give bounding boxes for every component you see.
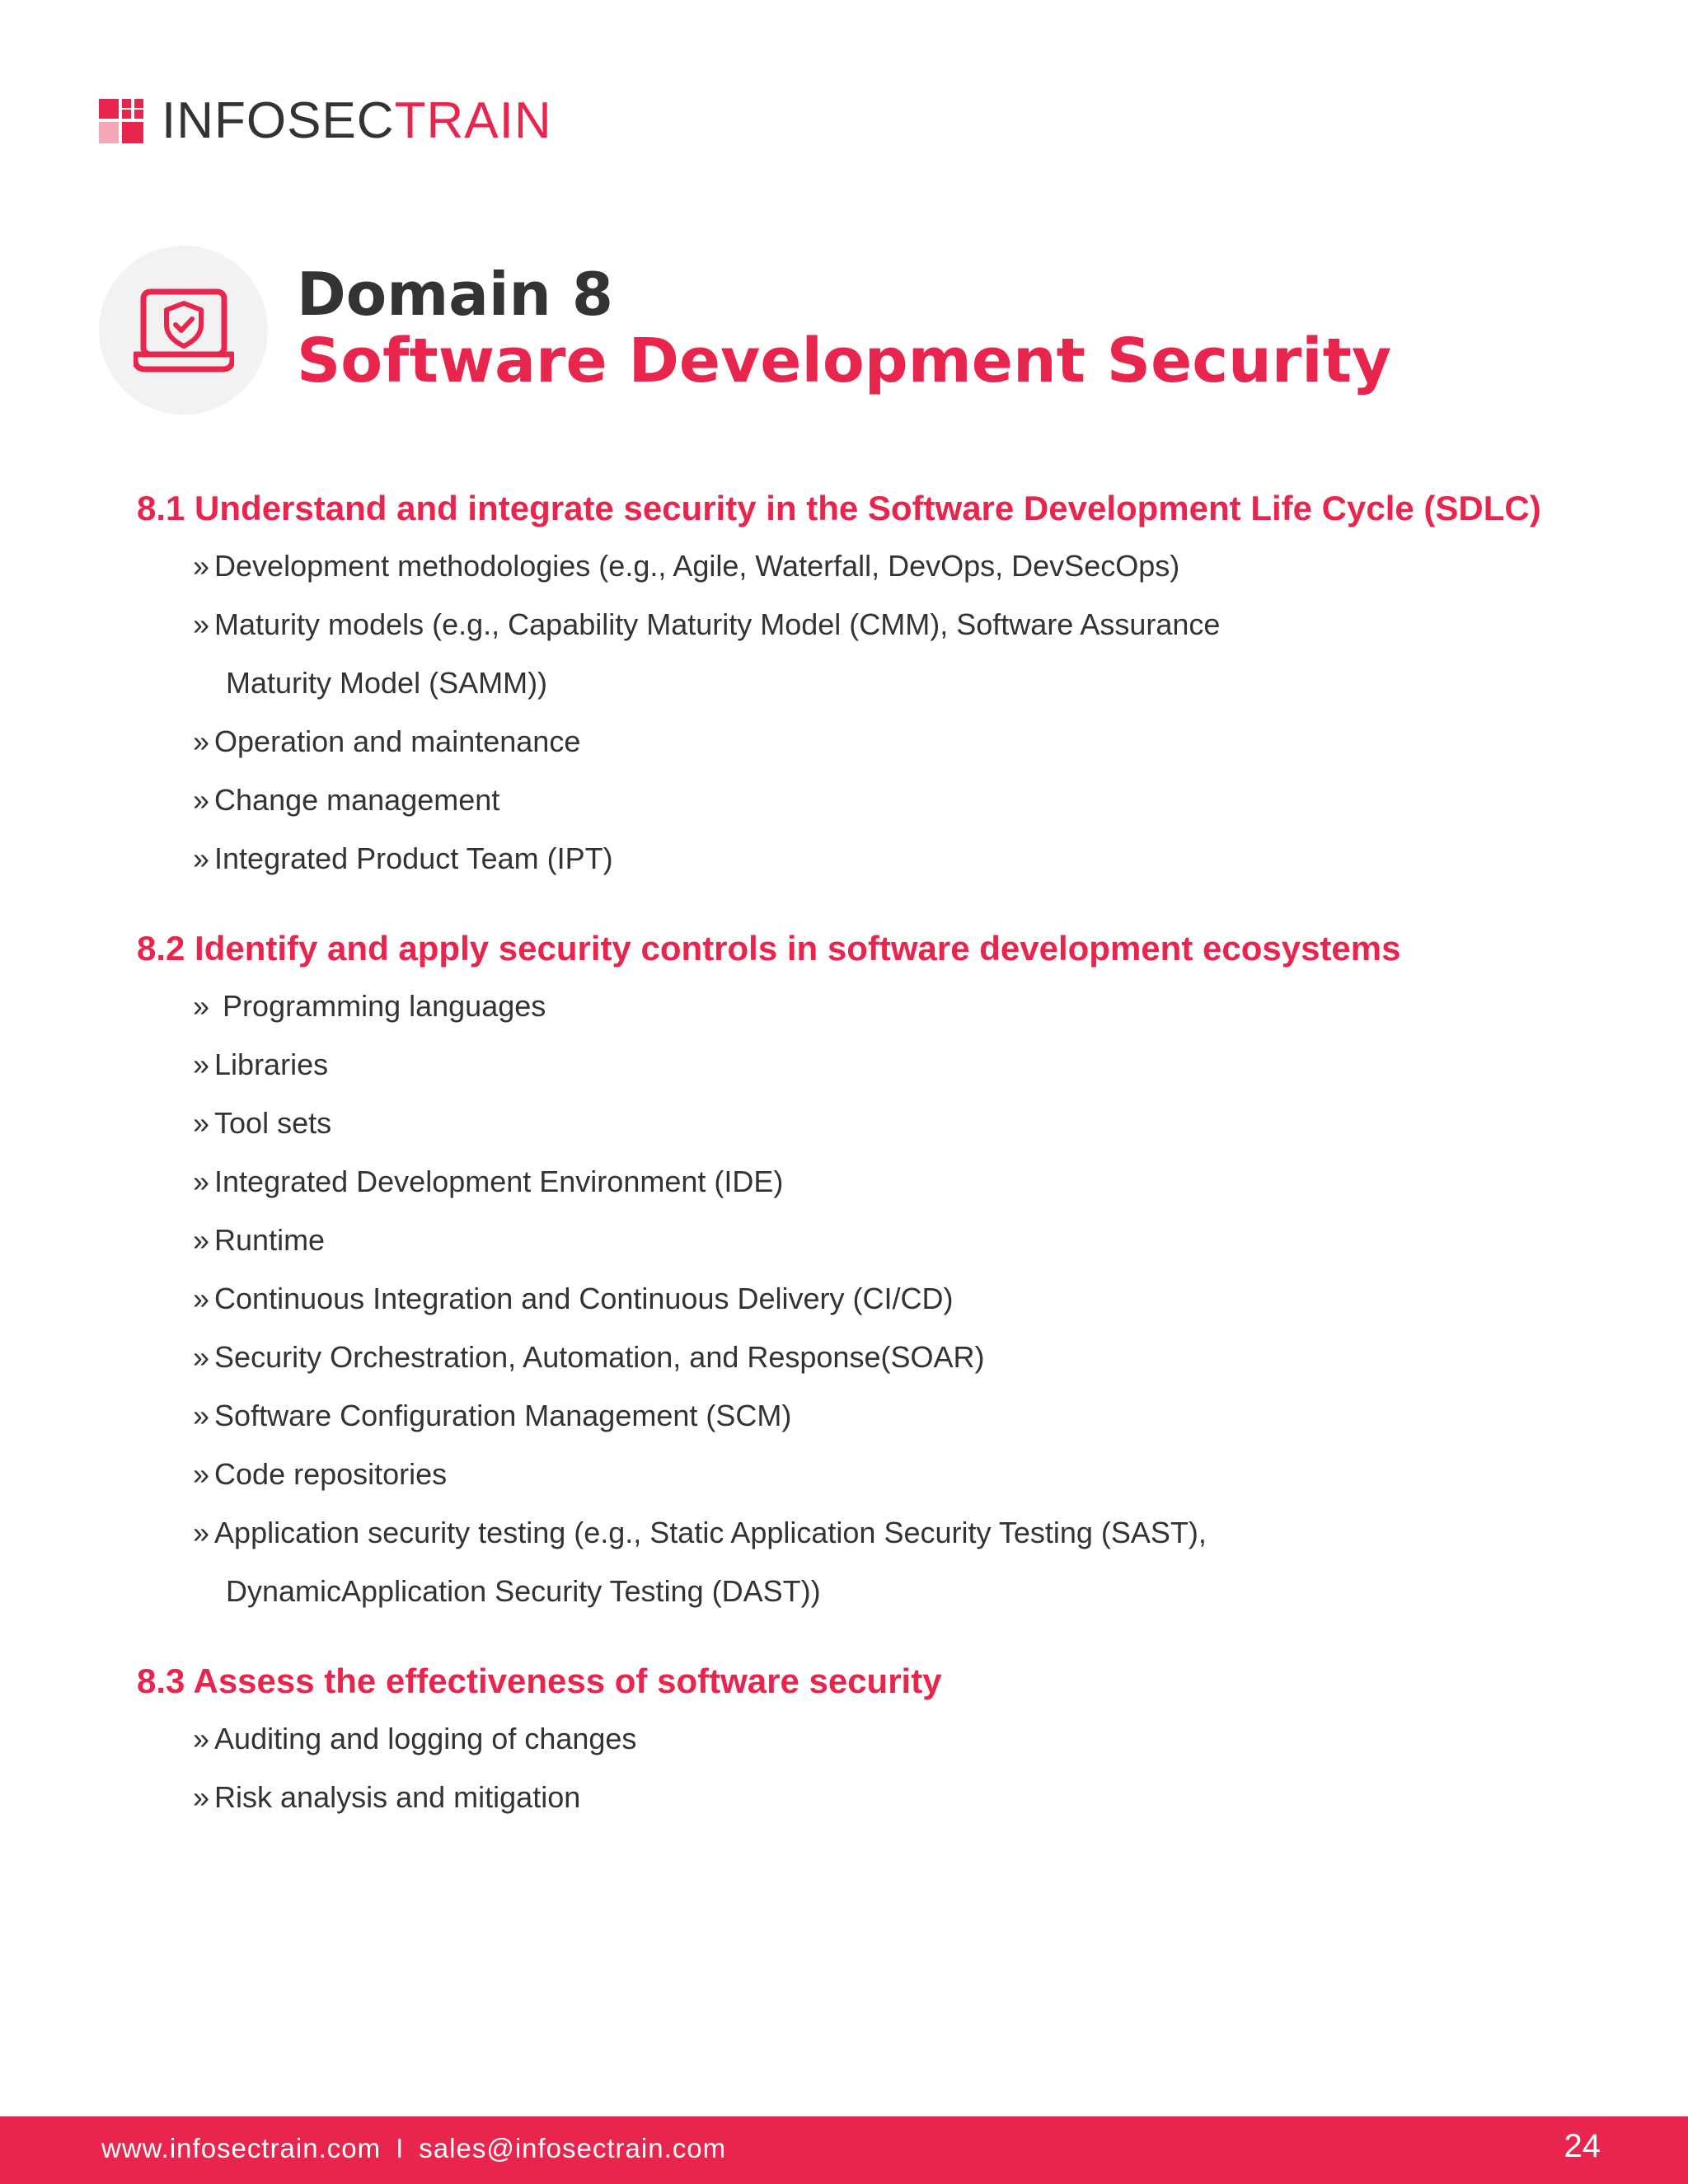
list-item-text: Development methodologies (e.g., Agile, Waterfall, DevOps, DevSecOps) — [214, 549, 1180, 583]
page-footer — [0, 2116, 1688, 2184]
list-item — [193, 1269, 1620, 1328]
list-item — [193, 829, 1620, 888]
bullet-marker: » — [193, 1457, 210, 1491]
bullet-marker: » — [193, 1047, 210, 1081]
list-item-text: Risk analysis and mitigation — [214, 1780, 581, 1814]
list-item — [193, 712, 1620, 771]
list-item — [193, 1768, 1620, 1826]
bullet-marker: » — [193, 989, 210, 1023]
list-item — [193, 1445, 1620, 1503]
section-heading: 8.1 Understand and integrate security in the Software Development Life Cycle (SDLC) — [137, 489, 1541, 527]
list-item-text: Integrated Product Team (IPT) — [214, 841, 613, 875]
list-item-text: Tool sets — [214, 1106, 332, 1140]
list-item — [193, 771, 1620, 829]
list-item-text: Programming languages — [223, 989, 546, 1023]
bullet-list — [137, 977, 1620, 1620]
list-item-text: Change management — [214, 783, 500, 817]
logo-text-train: TRAIN — [394, 92, 552, 149]
footer-website-link[interactable]: www.infosectrain.com — [101, 2133, 382, 2163]
list-item-text: Auditing and logging of changes — [214, 1722, 637, 1755]
domain-title: Software Development Security — [297, 326, 1392, 396]
list-item — [193, 1094, 1620, 1152]
section-8-2 — [137, 921, 1620, 1620]
section-heading: 8.2 Identify and apply security controls in software development ecosystems — [137, 929, 1401, 968]
bullet-marker: » — [193, 1340, 210, 1374]
list-item-text: Software Configuration Management (SCM) — [214, 1399, 792, 1432]
list-item — [193, 1152, 1620, 1211]
bullet-marker: » — [193, 1223, 210, 1257]
list-item — [193, 1709, 1620, 1768]
list-item-text: Libraries — [214, 1047, 329, 1081]
list-item-continuation: Maturity Model (SAMM)) — [226, 666, 548, 700]
list-item-text: Maturity models (e.g., Capability Maturity Model (CMM), Software Assurance — [214, 607, 1221, 641]
bullet-marker: » — [193, 1516, 210, 1549]
list-item-continuation: DynamicApplication Security Testing (DAST)) — [226, 1574, 821, 1608]
list-item-text: Integrated Development Environment (IDE) — [214, 1165, 784, 1198]
list-item-text: Runtime — [214, 1223, 326, 1257]
domain-content — [137, 480, 1620, 1859]
bullet-marker: » — [193, 1165, 210, 1198]
infosectrain-logo — [99, 92, 552, 149]
list-item-text: Code repositories — [214, 1457, 448, 1491]
logo-grid-icon — [99, 99, 143, 143]
bullet-marker: » — [193, 783, 210, 817]
list-item-text: Operation and maintenance — [214, 724, 581, 758]
footer-contact — [101, 2133, 726, 2164]
logo-text-infosec: INFOSEC — [162, 92, 395, 149]
list-item-text: Application security testing (e.g., Static Application Security Testing (SAST), — [214, 1516, 1207, 1549]
section-8-1 — [137, 480, 1620, 888]
list-item — [193, 1035, 1620, 1094]
laptop-shield-icon — [134, 288, 234, 374]
bullet-marker: » — [193, 549, 210, 583]
list-item — [193, 1328, 1620, 1386]
domain-icon-circle — [99, 246, 268, 415]
section-8-3 — [137, 1653, 1620, 1826]
footer-email-link[interactable]: sales@infosectrain.com — [419, 2133, 727, 2163]
list-item-text: Continuous Integration and Continuous Delivery (CI/CD) — [214, 1282, 954, 1315]
page-number: 24 — [1564, 2128, 1601, 2164]
list-item — [193, 537, 1620, 595]
list-item — [193, 977, 1620, 1035]
bullet-marker: » — [193, 1282, 210, 1315]
list-item — [193, 1211, 1620, 1269]
footer-separator: I — [396, 2133, 405, 2163]
list-item — [193, 1503, 1620, 1620]
bullet-list — [137, 1709, 1620, 1826]
list-item — [193, 1386, 1620, 1445]
bullet-marker: » — [193, 724, 210, 758]
domain-label: Domain 8 — [297, 260, 613, 329]
bullet-marker: » — [193, 1780, 210, 1814]
bullet-marker: » — [193, 1106, 210, 1140]
list-item — [193, 595, 1620, 712]
bullet-marker: » — [193, 607, 210, 641]
list-item-text: Security Orchestration, Automation, and Response(SOAR) — [214, 1340, 985, 1374]
bullet-marker: » — [193, 1399, 210, 1432]
bullet-list — [137, 537, 1620, 888]
bullet-marker: » — [193, 1722, 210, 1755]
section-heading: 8.3 Assess the effectiveness of software security — [137, 1661, 942, 1700]
logo-wordmark — [162, 92, 552, 149]
bullet-marker: » — [193, 841, 210, 875]
